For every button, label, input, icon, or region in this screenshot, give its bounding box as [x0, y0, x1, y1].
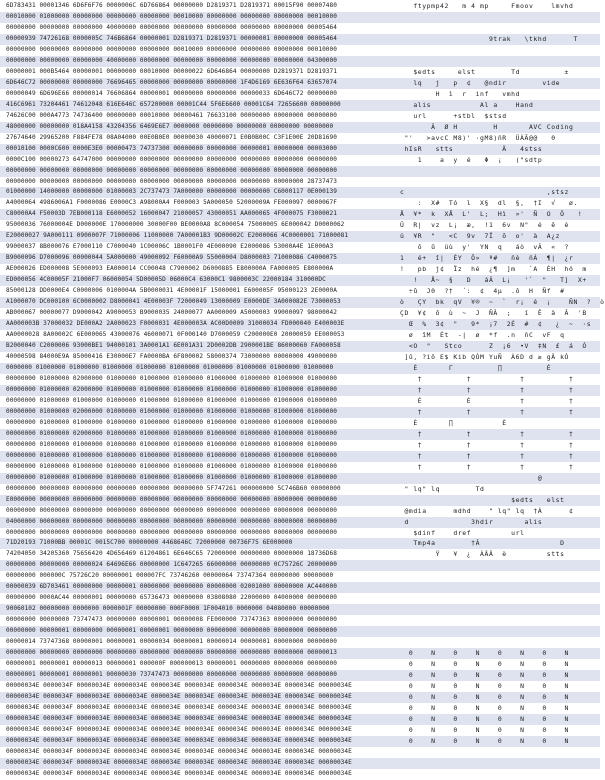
hex-row: 00000000 01000000 02000000 01000000 01000000 01000000 01000000 01000000 01000000 01000000	[0, 407, 392, 418]
hex-row: 00000000 00000000 00000000 40000000 00000000 00000000 00000000 00000000 00000000 00005464	[6, 23, 337, 31]
text-row	[392, 177, 600, 188]
text-row: † † † †	[392, 385, 600, 396]
text-row	[392, 12, 600, 23]
hex-row: 00000049 6D696E66 00000014 76606864 00000001 00000000 00000000 00000033 6D646C72 00000000	[6, 89, 337, 97]
text-row: H ì r inf vmhd	[400, 89, 521, 98]
hex-row: 00000000 00000000 00000000 00000000 00000000 00000000 5F747261 000000000 5C746B60 00000000	[6, 484, 341, 492]
hex-row: AA000003B 37000032 DE000A2 2A000023 F0000031 4E000003A AC00D0009 31000034 FD000040 E400003E	[0, 319, 392, 330]
text-row: ô û üù y' YN q áò vÂ « ?	[400, 243, 570, 252]
text-row: $dinf dref url	[400, 528, 525, 537]
hex-row: 00000034E 0000034F 00000034E 00000034E 0000034E 0000034E 0000034E 0000034E 0000034E 00000034E	[0, 758, 392, 769]
text-row: url +stbl $stsd	[400, 111, 507, 120]
hex-row: AE000026 ED000008 5E000093 EA000014 CC00048 C7900002 D6000885 E800000A FA000005 E800000A	[6, 265, 334, 273]
text-row: hIsR stts Ä 4stss	[392, 144, 600, 155]
text-row: ! pb j¢ Ïz hé ¿¶ ]m `A ÈH hö m	[400, 265, 587, 274]
text-row: È Γ ∏ È	[392, 363, 600, 374]
hex-row: A4000064 4986006A1 F0000086 E0000C3 A98000A4 F000003 5A000050 52000009A FE000097 0000067F	[6, 199, 337, 207]
text-row	[392, 166, 600, 177]
hex-row: AA0000028 8A00002C 6E000065 43000076 46000071 0F000140 D7000059 C200000E0 20000059 EE000053	[6, 331, 345, 339]
hex-row: 00000014 73747368 00000001 00000001 00000034 00000001 00000014 00000001 00000000 00000000	[6, 638, 337, 646]
hex-row: 00000000 01000000 02000000 01000000 01000000 01000000 01000000 01000000 01000000 01000000	[0, 385, 392, 396]
text-row: 1 é+ î| ÉY Ö» ª# ñè ñÁ ¶| ¿r	[392, 253, 600, 264]
hex-row: 6D783431 00001346 6D6F6F76 0000006C 6D766864 00000000 D2819371 D2819371 00015F90 00007480	[6, 2, 337, 9]
hex-row: 00000000 00000000 00000000 00000000 00000000 00000000 00000000 00000000 00000000 00000000	[6, 506, 337, 514]
text-row: ò ÇY bk qV ¥® ~ ` r¡ é ¡ ÑN ? ò	[392, 297, 600, 308]
text-row: 1 a y é Φ ¡ ("sdtp	[400, 155, 543, 164]
text-row	[392, 582, 600, 593]
hex-row: 85000128 DD0000E4 C0000006 0100004A 5B0000031 4E00001F 15000001 E600005F 95000123 2E0000A	[6, 287, 337, 295]
hex-row: 00000001 000B5464 00000001 00000000 00010000 00000022 6D646864 00000000 D2819371 D2819371	[6, 67, 337, 75]
hex-row: B2000040 C2000006 93000BE1 94000101 3A0001A1 6E001A31 2D0002DB 2900001BE 86000060 FA000058	[0, 341, 392, 352]
hex-row: 00000034E 0000034F 00000034E 00000034E 0000034E 0000034E 0000034E 0000034E 0000034E 00000034E	[6, 725, 352, 733]
text-row	[392, 560, 600, 571]
hex-row: 0000C100 00000273 64747000 00000000 00000000 00000000 00000000 00000000 00000000 00000000	[6, 155, 337, 163]
hex-row: 0000000 01000000 01000000 01000000 01000000 01000000 01000000 01000000 01000000 01000000	[0, 363, 392, 374]
text-row: † † † †	[400, 440, 574, 449]
hex-row: 01000000 14000000 00000000 01000003 2C737473 7A000000 00000000 00000000 C6000117 0E000139	[0, 187, 392, 198]
text-row: ø îM Ét -| ø *f .n ñC vF q	[400, 331, 565, 340]
text-row	[392, 626, 600, 637]
text-row: † † † †	[392, 451, 600, 462]
hex-row: 40000598 84000E9A 85000416 E30000E7 FA0000BA 6F800002 58000374 73000000 00000000 49000000	[6, 353, 337, 360]
text-row	[392, 56, 600, 67]
text-row	[392, 593, 600, 604]
text-row: d 3hdir alis	[392, 517, 600, 528]
text-row: <O " Stco Z ¡6 •V ‡N £ á Ó	[392, 341, 600, 352]
hex-row: 48000000 00000000 018A4158 43204356 6469E6E7 0000000 00000000 00000000 00000000 00000000	[0, 122, 392, 133]
hex-row: AB000067 00000077 D9000042 A9000053 B9000035 24000077 AA000009 A5000003 99000097 98000042	[6, 309, 337, 317]
text-row	[392, 571, 600, 582]
hex-row: 95000036 76000004E D000000E 170000000 30000F00 BE0000A8 8C000054 75000005 6E000042 D0000062	[6, 221, 345, 229]
text-row: : X# Tó l X§ dl §, †I √ ø.	[400, 199, 578, 208]
hex-row: 00000000 01000000 02000000 01000000 01000000 01000000 01000000 01000000 01000000 01000000	[6, 374, 337, 382]
text-row: " lq" lq Td	[400, 484, 485, 493]
text-row: Â Ø H H AVC Coding	[392, 122, 600, 133]
text-row: 0 N 0 N 0 N 0 N	[400, 682, 570, 691]
hex-row: 00000000 00000000 00000024 64696E66 00000000 1C647265 66000000 00000000 0C75726C 20000000	[0, 560, 392, 571]
hex-row: 00000000 01000000 01000000 01000000 01000000 01000000 01000000 01000000 01000000 01000000	[0, 451, 392, 462]
hex-row: 00000939 74726168 0000005C 746B6864 00000001 D2819371 D2819371 00000001 00000000 00005464	[0, 34, 392, 45]
hex-row: 00000039 6D703461 00000000 00000001 00000000 00000000 00000000 02001000 00000000 AC440000	[0, 582, 392, 593]
hex-row: C80000A4 F50003D 7EB000118 E6000052 16000047 21000057 43000051 AA000065 4F000075 F3000021	[0, 209, 392, 220]
text-row: "' >avcC M8)' ·gM8)ñR ÜÀÃ@@ 0	[400, 133, 556, 142]
hex-row: 00000034E 0000034F 00000034E 00000034E 0000034E 0000034E 0000034E 0000034E 0000034E 00000034E	[0, 736, 392, 747]
text-row: alis Al a Hand	[392, 100, 600, 111]
hex-row: 00000000 000000C 75726C20 00000001 000007FC 73746260 00000064 73747364 00000000 00000000	[6, 572, 334, 580]
text-row: 0 N 0 N 0 N 0 N	[392, 736, 600, 747]
hex-row: 00000001 00000001 00000013 00000001 000000F 000000013 00000001 00000000 00000000 00000000	[6, 660, 337, 668]
hex-row: E0000000 00000000 00000000 00000000 00000000 00000000 00000000 00000000 00000000 00000000	[0, 495, 392, 506]
hex-row: 90060102 00000000 0000000 0000001F 00000000 000F0000 1F004010 0000000 04080000 00000000	[0, 604, 392, 615]
text-row: † † † †	[400, 462, 574, 471]
hex-row: 00000000 01000000 01000000 01000000 01000000 01000000 01000000 01000000 01000000 01000000	[6, 462, 337, 470]
hex-row: 00000000 00000000 00000000 00000000 00000000 00000000 00000000 00000000 00000000 00000000	[0, 166, 392, 177]
text-row: ftypmp42 m 4 mp Fmoov lmvhd	[400, 2, 574, 10]
hex-row: 00000000 01000000 02000000 01000000 01000000 01000000 01000000 01000000 01000000 01000000	[0, 429, 392, 440]
text-row: 0 N 0 N 0 N 0 N	[400, 660, 570, 669]
text-row: c ,stsz	[392, 187, 600, 198]
text-row: Å ¥* k XÅ L' L; Hì »' Ñ O Ö !	[392, 209, 600, 220]
text-row	[392, 769, 600, 780]
hex-row: 00000034E 0000034F 00000034E 00000034E 0000034E 0000034E 0000034E 0000034E 0000034E 00000034E	[6, 682, 352, 690]
hex-row: 74204050 34205360 75656420 4D656469 61204861 6E646C65 72000000 00000000 00000000 18736D68	[6, 550, 337, 558]
hex-row: A1000070 DC000100 6C0000002 D8000041 4E00003F 72000049 13000009 E0000DE 3A000082E 73000053	[0, 297, 392, 308]
hex-row: B9000096 D7000096 00000044 5A000000 49000092 F60000A9 55000004 D8000003 71000086 C4000075	[0, 253, 392, 264]
hex-row: 00000000 00000000 00000000 00000000 00000000 00000000 00000000 00000000 00000000 00000013	[0, 648, 392, 659]
hex-row: 6D646C72 00000000 00000000 76696465 00000000 00000000 00000000 1F4D6169 6E636F64 63657074	[0, 78, 392, 89]
text-row: È È † †	[400, 396, 574, 405]
hex-row: 71D20193 71000BB 00001C 0015C700 00000000 4468646C 72000000 00736F75 6E000000	[0, 538, 392, 549]
text-row: ü ¥R " <C 9v 7Ï ô o' à A¿z	[392, 231, 600, 242]
text-row	[392, 637, 600, 648]
hex-row: 00000000 00000000 00000000 00000000 00000000 00000000 00000000 00000000 00000000 28737473	[6, 177, 337, 185]
text-row	[392, 23, 600, 34]
text-row	[392, 615, 600, 626]
text-row: 0 N 0 N 0 N 0 N	[392, 714, 600, 725]
text-row: 0 N 0 N 0 N 0 N	[392, 670, 600, 681]
text-row: 9trak \tkhd T	[392, 34, 600, 45]
hex-row: 00000034E 0000034F 00000034E 00000034E 0000034E 0000034E 0000034E 0000034E 0000034E 00000034E	[6, 747, 352, 755]
hex-row: 00000000 00000001 00000000 00000001 00000001 00000000 00000000 00000000 00000000 00000000	[0, 626, 392, 637]
hex-row: ED000056 4C00005F 21000F7 06000054 5D00005D 06000C4 63000C1 9800003C 22000184 310000DC	[0, 275, 392, 286]
text-row: † † † †	[392, 407, 600, 418]
text-row: ]û, ?iô E$ Kib QÒM YuÑ À6D d ≥ gÄ kÓ	[400, 353, 570, 361]
text-row: lq j p ¢ @ndir vide	[392, 78, 600, 89]
text-row	[392, 604, 600, 615]
hex-row: 416C6961 73204461 74612048 616E646C 657200000 00001C44 5F6E6600 00001C64 72656600 00000000	[0, 100, 392, 111]
hex-row: 00000000 00000000 00000000 00000000 00000000 00010000 00000000 00000000 00000000 00010000	[6, 45, 337, 53]
text-row	[392, 758, 600, 769]
hex-row: 27674640 29965200 F884FE78 08A04000 00E0B0E0 00000030 40000071 E0B0B00C C3F1E00E 20D81690	[6, 133, 337, 141]
hex-row: 04000000 00000000 00000000 00000000 00000000 00000000 00000000 00000000 00000000 00000000	[0, 517, 392, 528]
hex-row: 00010000 01000000 00000000 00000000 00000000 00010000 00000000 00000000 00000000 00010000	[0, 12, 392, 23]
text-row: ÇD ¥¢ ô ù ~ J ÑÂ ; í Ê ä Â 'B	[400, 309, 587, 318]
text-row: @	[392, 473, 600, 484]
text-row: Ÿ ¥ ¿ ÀÄÄ è stts	[400, 550, 565, 559]
hex-row: 00000034E 0000034F 00000034E 00000034E 0000034E 0000034E 0000034E 0000034E 0000034E 00000034E	[0, 692, 392, 703]
text-row: Tmp4a †Â D	[392, 538, 600, 549]
text-row: 0 N 0 N 0 N 0 N	[400, 704, 570, 712]
hex-row: 99000037 8B000076 E7000110 C7000040 1C00006C 1B0001F0 4E000090 E2000086 53000A4E 1E000A3	[6, 243, 334, 251]
hex-row: 00000000 01000000 01000000 01000000 01000000 01000000 01000000 01000000 01000000 01000000	[6, 418, 337, 426]
text-row: ÷û J0 ?† ´: ¢ 4µ .ô H Ñf #	[400, 287, 565, 296]
hex-row: 00000000 00000000 73747473 00000000 00000001 00000008 FE000000 73747363 00000000 00000000	[6, 616, 337, 624]
hex-row: 00000000 00000000 00000000 00000000 00000000 00000000 00000000 00000000 00000000 00000000	[6, 528, 337, 536]
hex-row: 00010100 0000C600 0000E3E0 00000473 74737300 00000000 00000000 00000001 00000000 00003000	[0, 144, 392, 155]
hex-row: 00000000 01000000 01000000 01000000 01000000 01000000 01000000 01000000 01000000 01000000	[0, 473, 392, 484]
ascii-text-pane[interactable]	[392, 0, 605, 745]
text-row: 0 N 0 N 0 N 0 N	[392, 692, 600, 703]
text-row: Ü R| vz L¡ æ, !1 6v N" é ê è	[400, 221, 570, 230]
text-row	[392, 747, 600, 758]
hex-row: 74626C00 000A4773 74736400 00000000 00010000 00000461 76633100 00000000 00000000 00000000	[6, 111, 337, 119]
text-row: † † † †	[400, 374, 574, 383]
hex-row: 00000000 01000000 01000000 01000000 01000000 01000000 01000000 01000000 01000000 01000000	[6, 440, 337, 448]
text-row	[392, 45, 600, 56]
hex-row: 00000034E 0000034F 00000034E 00000034E 0000034E 0000034E 0000034E 0000034E 0000034E 00000034E	[0, 714, 392, 725]
hex-row: 00000000 00000000 00000000 40000000 00000000 00000000 00000000 00000000 00000000 04300000	[0, 56, 392, 67]
text-row: 0 N 0 N 0 N 0 N	[400, 725, 570, 734]
hex-row: E20000027 9A000111 0900007F 71000006 11000000 7A00001B3 9D00002C E2000066 4C0000001 71000081	[0, 231, 392, 242]
hex-row: 00000000 01000000 01000000 01000000 01000000 01000000 01000000 01000000 01000000 01000000	[6, 396, 337, 404]
text-row: $edts elst	[392, 495, 600, 506]
text-row: Œ % 3¢ " 9* ¡7 2É # ¢ ¿ ~ ·s	[392, 319, 600, 330]
text-row: ! Å~ § D áÂ L¡ '` " T] X+	[392, 275, 600, 286]
text-row: † † † †	[392, 429, 600, 440]
hex-row: 00000000 0000AC44 00000001 00000000 65736473 00000000 03808080 22000000 04000000 00000000	[6, 594, 337, 602]
hex-row: 00000001 00000001 00000001 00000030 73747473 00000000 00000000 00000000 00000000 00000000	[0, 670, 392, 681]
text-row: @mdia mdhd " lq" lq †Á ¢	[400, 506, 574, 515]
text-row: $edts elst Td ±	[400, 67, 570, 76]
text-row: 0 N 0 N 0 N 0 N	[392, 648, 600, 659]
text-row: È ∏ È	[400, 418, 507, 427]
hex-row: 00000034E 0000034F 00000034E 00000034E 0000034E 0000034E 0000034E 0000034E 0000034E 00000034E	[6, 704, 352, 711]
hex-row: 00000034E 0000034F 00000034E 00000034E 0000034E 0000034E 0000034E 0000034E 0000034E 00000034E	[6, 769, 352, 777]
